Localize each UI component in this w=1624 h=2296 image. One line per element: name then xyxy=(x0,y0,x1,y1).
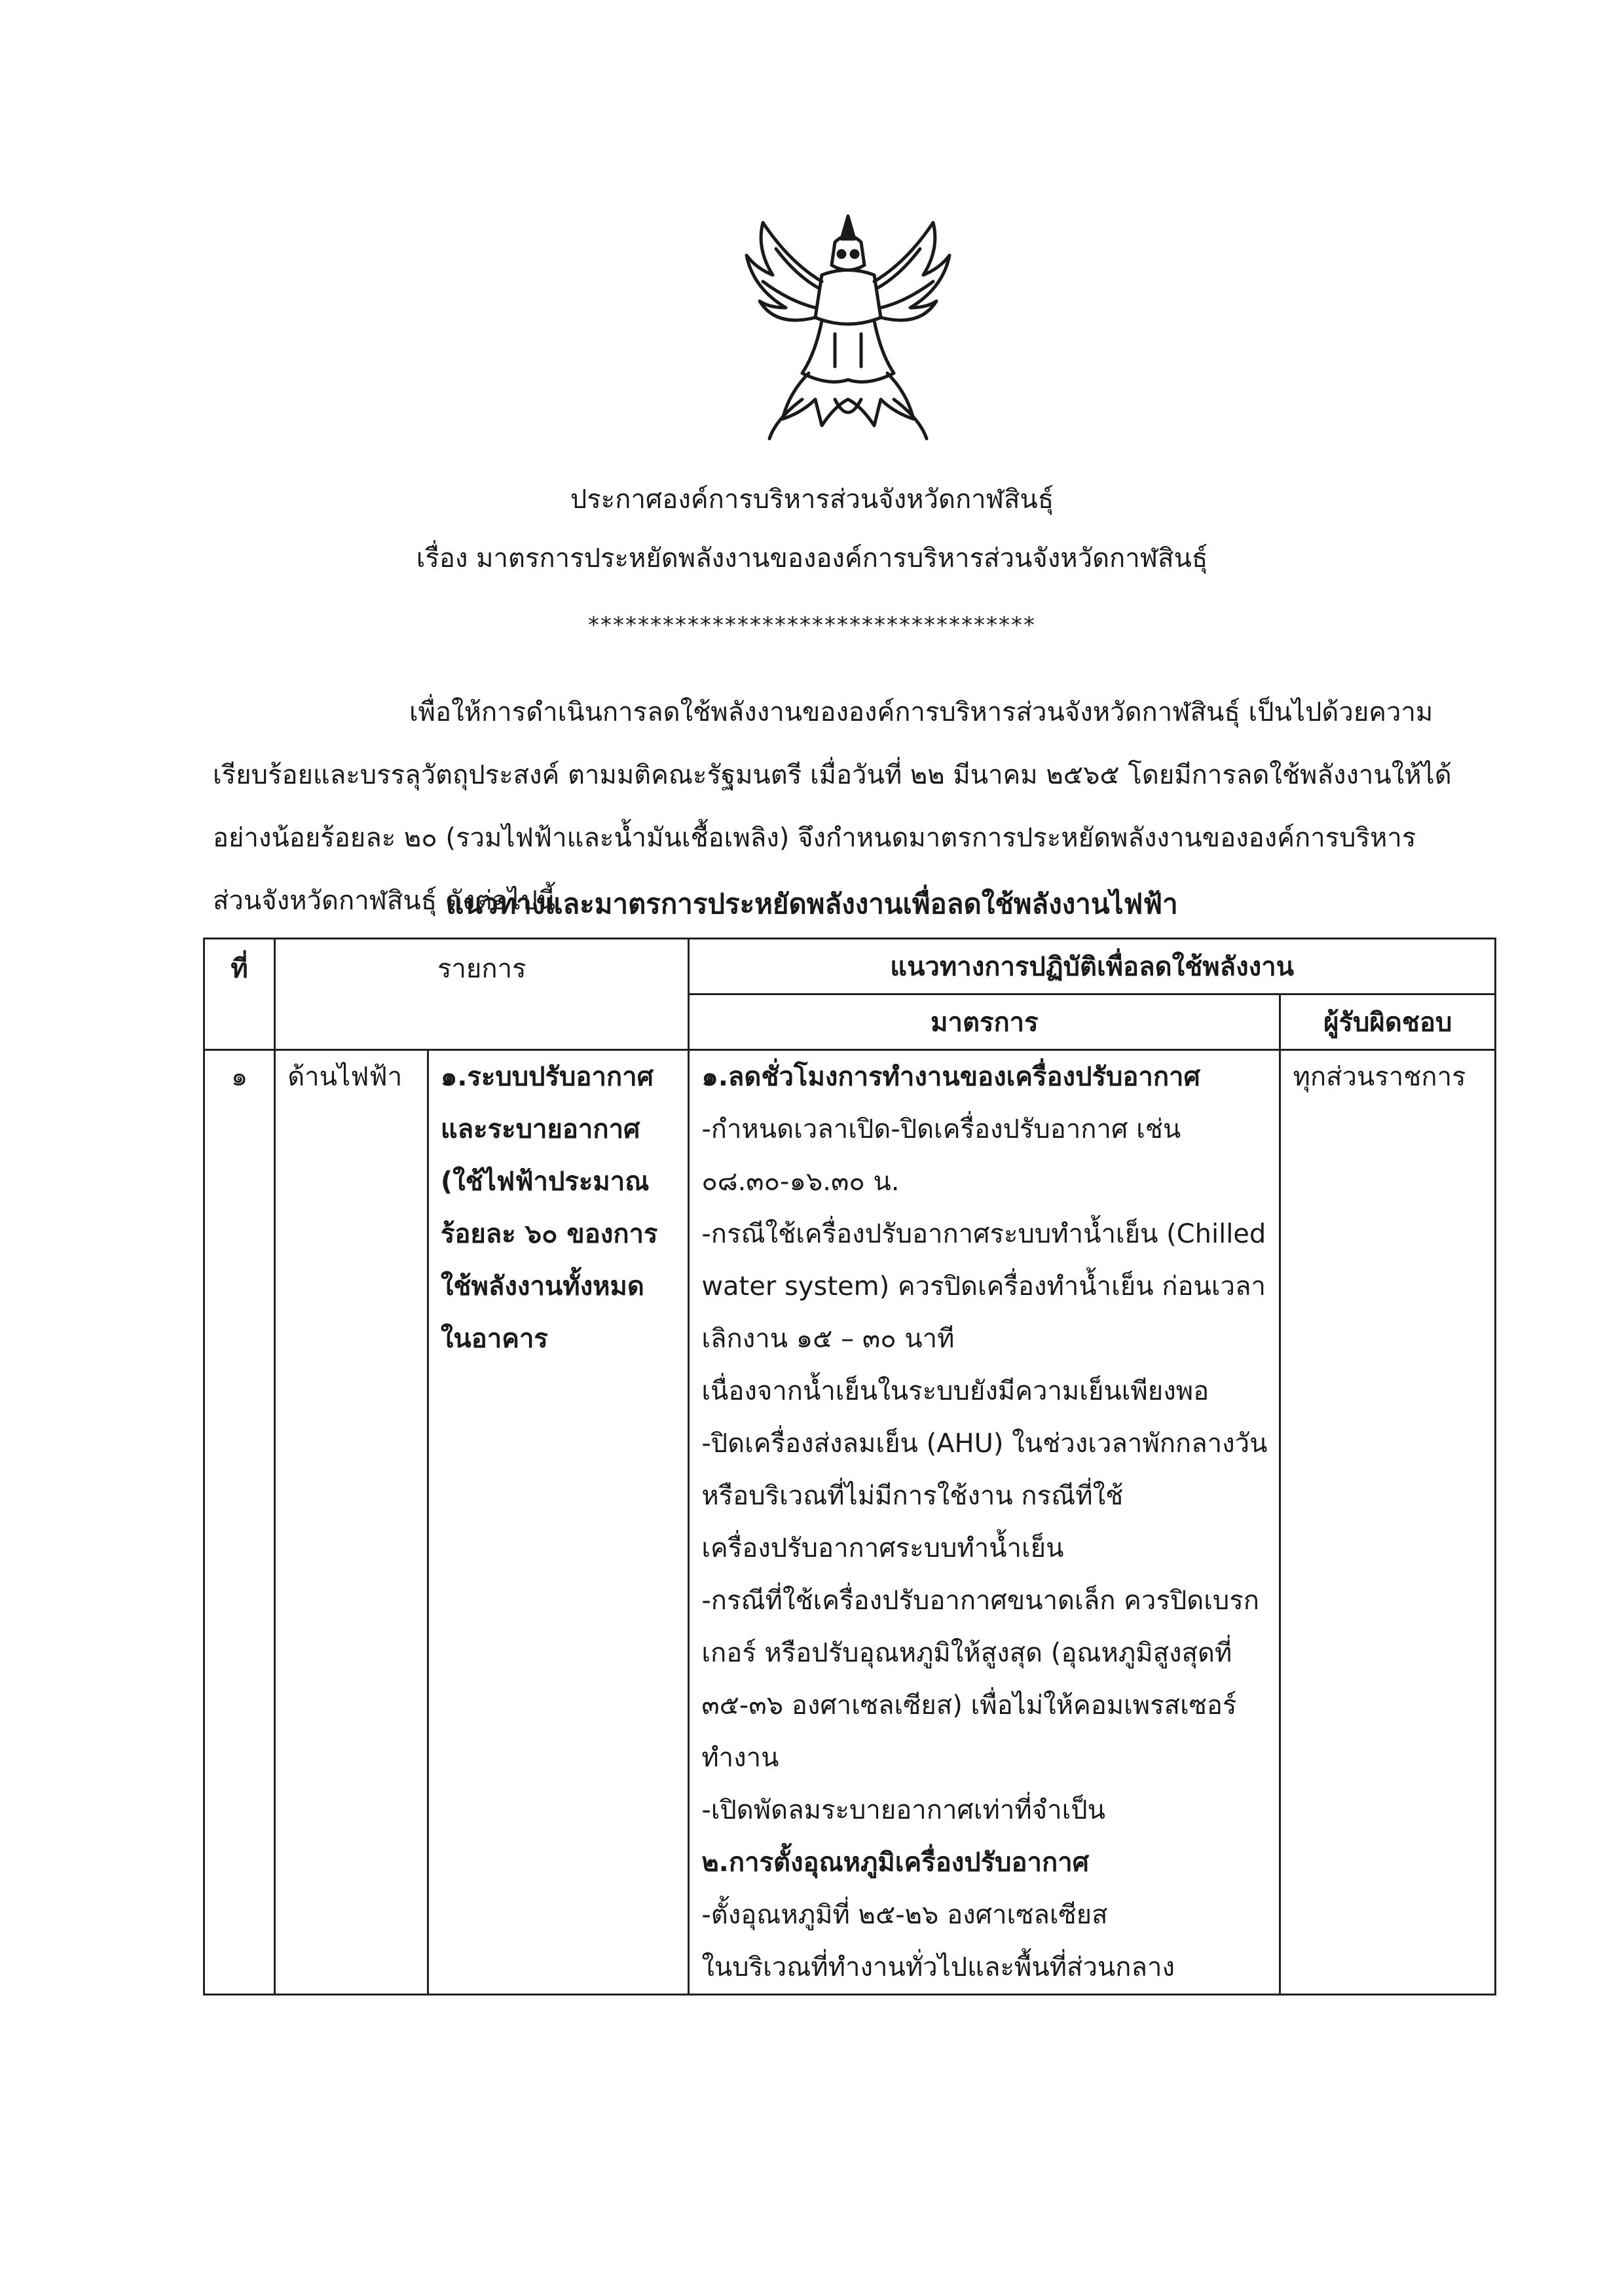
measure-line: -กรณีที่ใช้เครื่องปรับอากาศขนาดเล็ก ควรปิดเบรก xyxy=(701,1586,1259,1616)
row-system xyxy=(428,1050,688,1995)
row-measures xyxy=(689,1050,1280,1995)
measure-heading: ๑.ลดชั่วโมงการทำงานของเครื่องปรับอากาศ xyxy=(701,1062,1200,1092)
measures-table xyxy=(203,938,1496,1995)
intro-line: อย่างน้อยร้อยละ ๒๐ (รวมไฟฟ้าและน้ำมันเชื้อเพลิง) จึงกำหนดมาตรการประหยัดพลังงานขององค์การบริหาร xyxy=(213,823,1416,853)
measure-line: -กรณีใช้เครื่องปรับอากาศระบบทำน้ำเย็น (Chilled xyxy=(701,1219,1266,1249)
measure-line: เกอร์ หรือปรับอุณหภูมิให้สูงสุด (อุณหภูมิสูงสุดที่ xyxy=(701,1638,1232,1668)
measure-line: หรือบริเวณที่ไม่มีการใช้งาน กรณีที่ใช้ xyxy=(701,1481,1124,1511)
measure-line: เนื่องจากน้ำเย็นในระบบยังมีความเย็นเพียงพอ xyxy=(701,1376,1209,1406)
measure-line: เครื่องปรับอากาศระบบทำน้ำเย็น xyxy=(701,1533,1064,1563)
measure-line: -ปิดเครื่องส่งลมเย็น (AHU) ในช่วงเวลาพักกลางวัน xyxy=(701,1429,1268,1459)
header-row xyxy=(204,939,1496,994)
system-line: และระบายอากาศ xyxy=(440,1114,640,1144)
measure-line: เลิกงาน ๑๕ – ๓๐ นาที xyxy=(701,1324,955,1354)
header-measure: มาตรการ xyxy=(689,994,1280,1050)
intro-line: เรียบร้อยและบรรลุวัตถุประสงค์ ตามมติคณะรัฐมนตรี เมื่อวันที่ ๒๒ มีนาคม ๒๕๖๕ โดยมีการลดใช้พลังงานให้ได้ xyxy=(213,760,1452,790)
system-line: (ใช้ไฟฟ้าประมาณ xyxy=(440,1167,650,1197)
measure-line: -กำหนดเวลาเปิด-ปิดเครื่องปรับอากาศ เช่น xyxy=(701,1114,1181,1144)
measure-line: ทำงาน xyxy=(701,1743,779,1773)
measure-line: ๓๕-๓๖ องศาเซลเซียส) เพื่อไม่ให้คอมเพรสเซอร์ xyxy=(701,1690,1237,1721)
system-line: ๑.ระบบปรับอากาศ xyxy=(440,1062,654,1092)
measure-line: -ตั้งอุณหภูมิที่ ๒๕-๒๖ องศาเซลเซียส xyxy=(701,1900,1108,1930)
intro-line: เพื่อให้การดำเนินการลดใช้พลังงานขององค์การบริหารส่วนจังหวัดกาฬสินธุ์ เป็นไปด้วยความ xyxy=(409,697,1433,727)
measure-heading: ๒.การตั้งอุณหภูมิเครื่องปรับอากาศ xyxy=(701,1848,1090,1878)
section-heading: แนวทางและมาตรการประหยัดพลังงานเพื่อลดใช้พลังงานไฟฟ้า xyxy=(446,888,1178,920)
row-category: ด้านไฟฟ้า xyxy=(275,1050,428,1995)
measure-line: ในบริเวณที่ทำงานทั่วไปและพื้นที่ส่วนกลาง xyxy=(701,1952,1175,1982)
measure-line: water system) ควรปิดเครื่องทำน้ำเย็น ก่อนเวลา xyxy=(701,1271,1266,1302)
header-responsible: ผู้รับผิดชอบ xyxy=(1280,994,1496,1050)
table-row xyxy=(204,1050,1496,1995)
intro-line: ส่วนจังหวัดกาฬสินธุ์ ดังต่อไปนี้ xyxy=(213,886,556,916)
row-number: ๑ xyxy=(204,1050,275,1995)
system-line: ร้อยละ ๖๐ ของการ xyxy=(440,1219,658,1249)
row-responsible: ทุกส่วนราชการ xyxy=(1280,1050,1496,1995)
announcement-title: ประกาศองค์การบริหารส่วนจังหวัดกาฬสินธุ์ xyxy=(570,484,1054,515)
measure-line: ๐๘.๓๐-๑๖.๓๐ น. xyxy=(701,1167,900,1197)
system-line: ใช้พลังงานทั้งหมด xyxy=(440,1271,644,1302)
header-guideline: แนวทางการปฏิบัติเพื่อลดใช้พลังงาน xyxy=(689,939,1496,994)
measure-line: -เปิดพัดลมระบายอากาศเท่าที่จำเป็น xyxy=(701,1795,1105,1825)
header-no: ที่ xyxy=(204,939,275,1050)
header-item: รายการ xyxy=(275,939,689,1050)
garuda-emblem xyxy=(737,203,959,452)
separator-stars: ************************************ xyxy=(588,612,1036,638)
announcement-subject: เรื่อง มาตรการประหยัดพลังงานขององค์การบริหารส่วนจังหวัดกาฬสินธุ์ xyxy=(416,543,1208,574)
system-line: ในอาคาร xyxy=(440,1324,548,1354)
